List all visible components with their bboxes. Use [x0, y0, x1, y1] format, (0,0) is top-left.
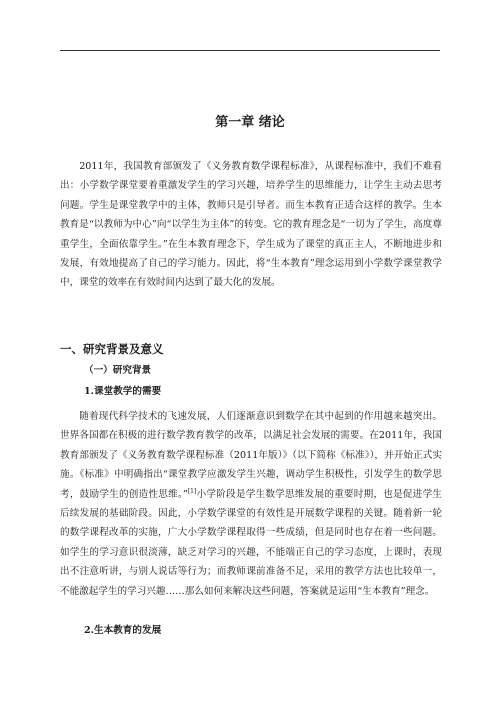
paragraph-text-before-citation: 随着现代科学技术的飞速发展，人们逐渐意识到数学在其中起到的作用越来越突出。世界各国都在积极的进行数学教育教学的改革，以满足社会发展的需要。在2011年，我国教育部颁发了《义务教育数学课程标准（2011年版）》（以下简称《标准》），并开始正式实施。《标准》中明确指出“课堂教学应激发学生兴趣，调动学生积极性，引发学生的数学思考，鼓励学生的创造性思维。”: [60, 411, 442, 500]
subsection-heading-research-background: （一）研究背景: [84, 365, 152, 376]
item-heading-shengben-development: 2.生本教育的发展: [84, 625, 162, 636]
intro-paragraph: 2011年，我国教育部颁发了《义务教育数学课程标准》，从课程标准中，我们不难看出：小学数学课堂要着重激发学生的学习兴趣，培养学生的思维能力，让学生主动去思考问题。学生是课堂教学中的主体，教师只是引导者。而生本教育正适合这样的教学。生本教育是“以教师为中心”向“以学生为主体”的转变。它的教育理念是“一切为了学生，高度尊重学生，全面依靠学生。”在生本教育理念下，学生成为了课堂的真正主人，不断地进步和发展，有效地提高了自己的学习能力。因此，将“生本教育”理念运用到小学数学课堂教学中，课堂的效率在有效时间内达到了最大化的发展。: [60, 161, 442, 289]
citation-marker: [1]: [187, 487, 197, 495]
paragraph-text-after-citation: 小学阶段是学生数学思维发展的重要时期，也是促进学生后续发展的基础阶段。因此，小学数学课堂的有效性是开展数学课程的关键。随着新一轮的数学课程改革的实施，广大小学数学课程取得一些成绩，但是同时也存在着一些问题。如学生的学习意识很淡薄，缺乏对学习的兴趣，不能端正自己的学习态度，上课时，表现出不注意听讲，与别人说话等行为；而教师课前准备不足，采用的教学方法也比较单一，不能激起学生的学习兴趣……那么如何来解决这些问题，答案就是运用“生本教育”理念。: [60, 488, 442, 597]
chapter-title: 第一章 绪论: [215, 115, 285, 130]
classroom-needs-paragraph: [60, 407, 442, 601]
section-heading-background: 一、研究背景及意义: [60, 342, 164, 356]
item-heading-classroom-needs: 1.课堂教学的需要: [84, 386, 162, 397]
header-rule: [60, 50, 440, 51]
